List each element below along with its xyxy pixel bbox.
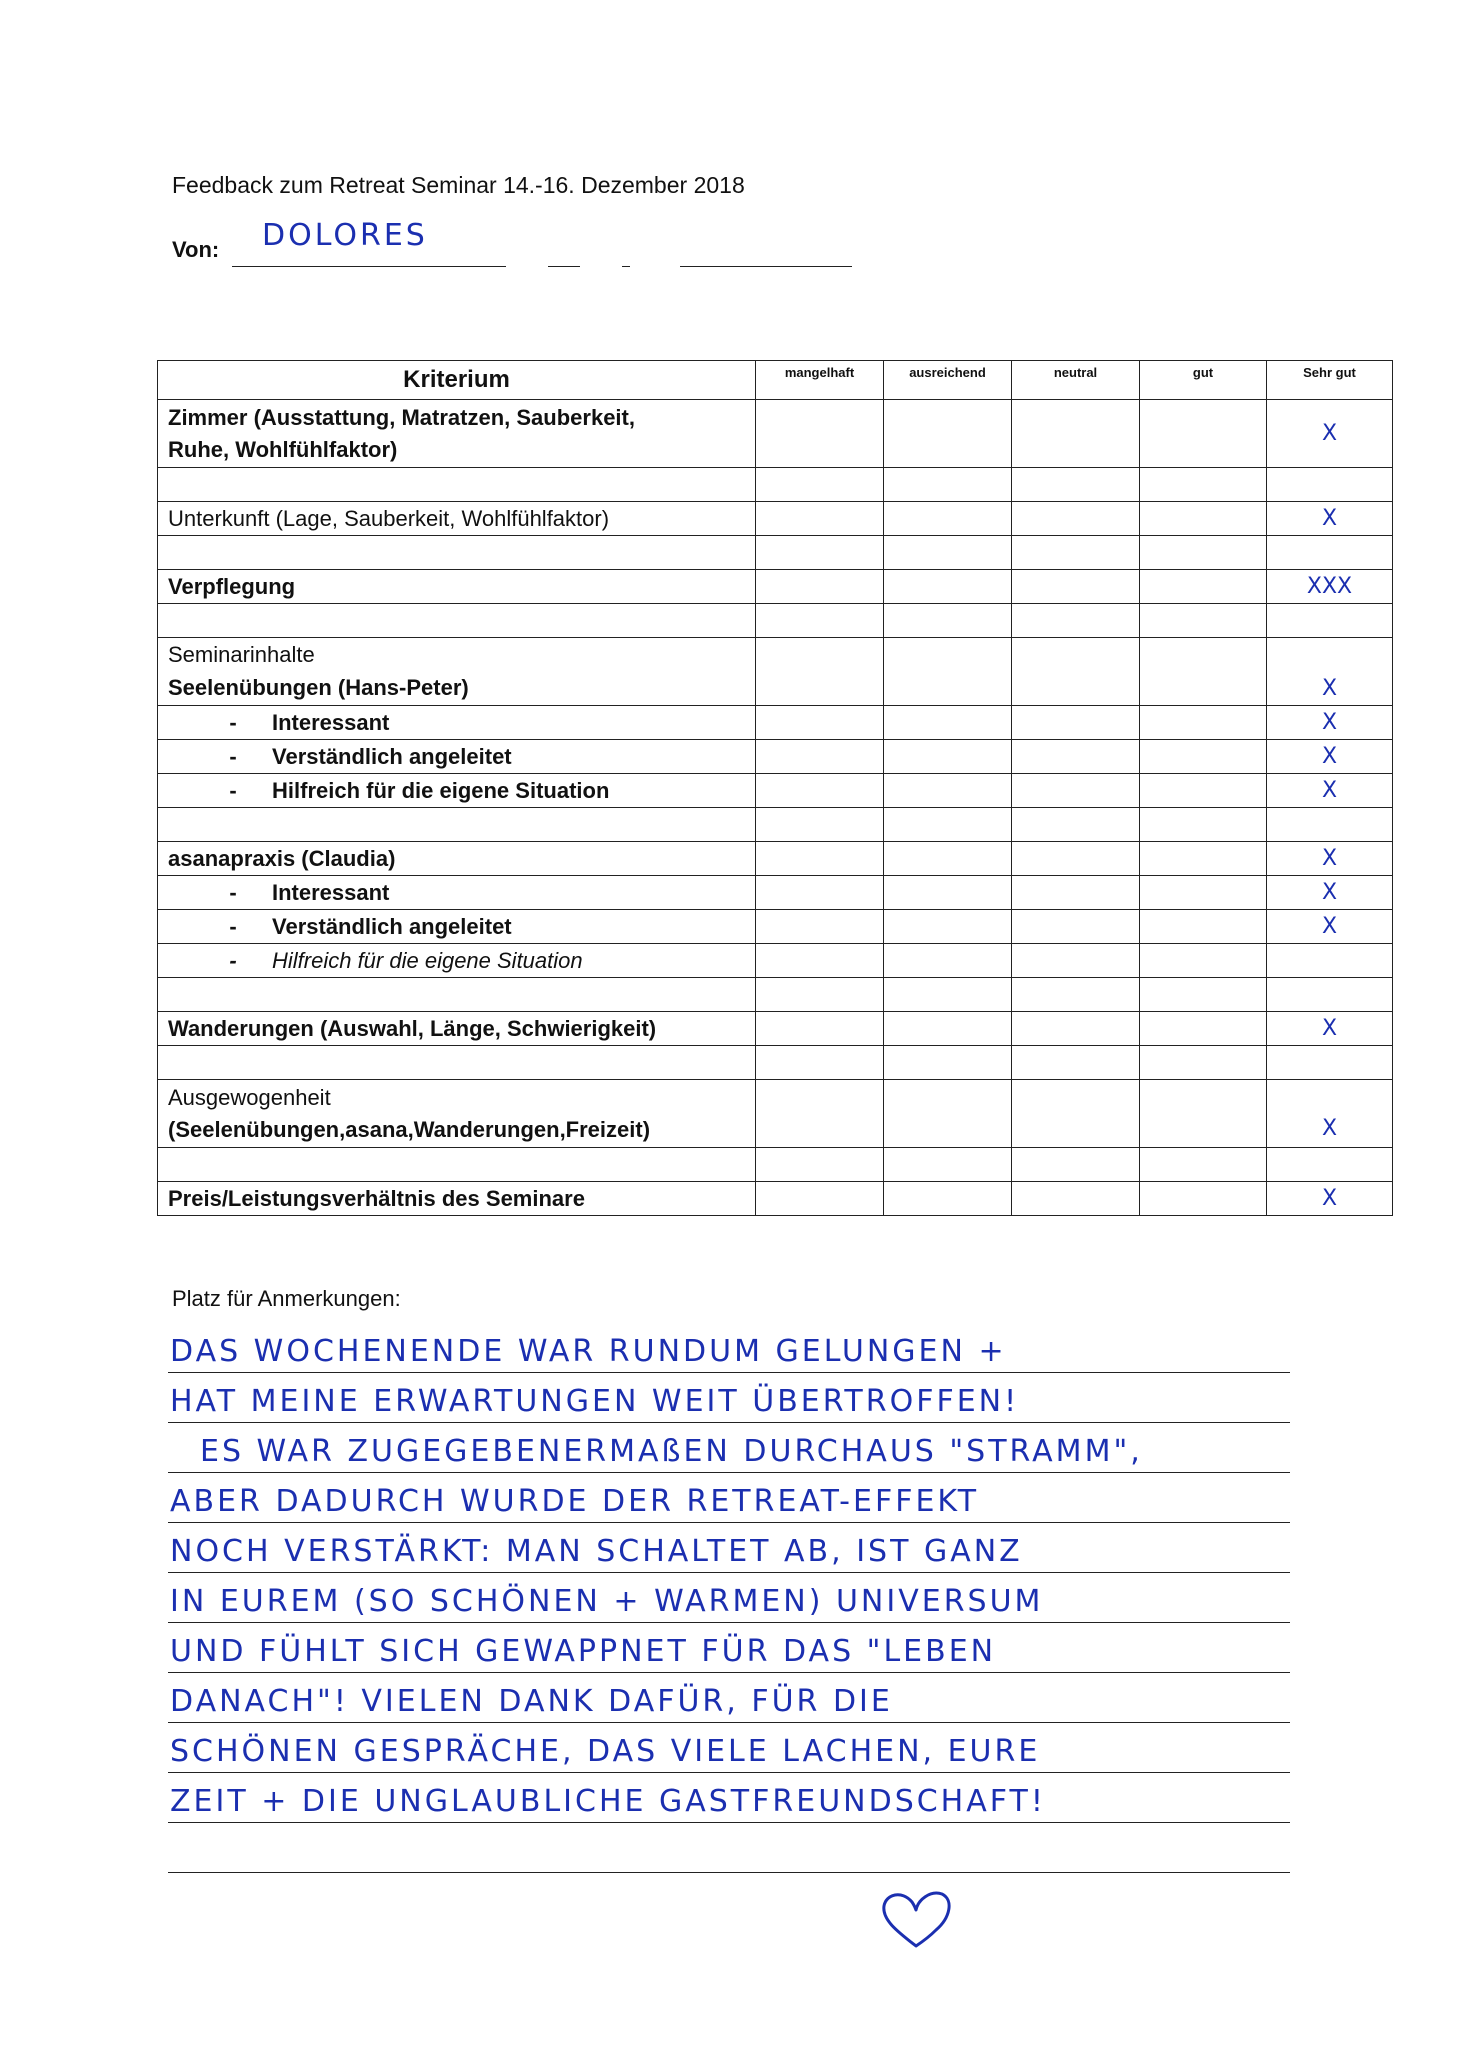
page-title: Feedback zum Retreat Seminar 14.-16. Dezember 2018 (172, 172, 745, 198)
remark-line: ZEIT + DIE UNGLAUBLICHE GASTFREUNDSCHAFT! (170, 1784, 1046, 1819)
remark-line: HAT MEINE ERWARTUNGEN WEIT ÜBERTROFFEN! (170, 1384, 1020, 1419)
rule-line (168, 1372, 1290, 1373)
row-unterkunft-label: Unterkunft (Lage, Sauberkeit, Wohlfühlfaktor) (158, 502, 756, 536)
row-asana-mark: X (1267, 842, 1393, 876)
row-ausgewogen-mark: X (1267, 1080, 1393, 1148)
row-zimmer-label: Zimmer (Ausstattung, Matratzen, Sauberkeit, Ruhe, Wohlfühlfaktor) (158, 400, 756, 468)
notes-label: Platz für Anmerkungen: (172, 1286, 401, 1311)
header-mangelhaft: mangelhaft (756, 361, 884, 400)
criteria-table (157, 360, 1393, 1216)
table-row (158, 570, 1393, 604)
table-row (158, 638, 1393, 672)
row-seelen-sub-mark: X (1267, 740, 1393, 774)
table-row (158, 944, 1393, 978)
rule-line (168, 1522, 1290, 1523)
von-name-handwritten: DOLORES (262, 218, 428, 253)
remark-line: UND FÜHLT SICH GEWAPPNET FÜR DAS "LEBEN (170, 1634, 997, 1669)
row-asana-sub-mark: X (1267, 910, 1393, 944)
table-row (158, 740, 1393, 774)
table-header-row (158, 361, 1393, 400)
rule-line (168, 1672, 1290, 1673)
row-wanderungen-label: Wanderungen (Auswahl, Länge, Schwierigkeit) (158, 1012, 756, 1046)
row-asana-sub-label: - Hilfreich für die eigene Situation (158, 944, 756, 978)
rule-line (168, 1772, 1290, 1773)
remark-line: IN EUREM (SO SCHÖNEN + WARMEN) UNIVERSUM (170, 1584, 1044, 1619)
row-verpflegung-label: Verpflegung (158, 570, 756, 604)
table-row (158, 774, 1393, 808)
row-seelen-sub-label: - Verständlich angeleitet (158, 740, 756, 774)
table-row (158, 706, 1393, 740)
row-seminarinhalte-label: Seminarinhalte (158, 638, 756, 672)
row-asana-sub-label: - Verständlich angeleitet (158, 910, 756, 944)
von-line-3 (622, 266, 630, 267)
heart-icon (878, 1888, 954, 1952)
remark-line: ABER DADURCH WURDE DER RETREAT-EFFEKT (170, 1484, 980, 1519)
row-preis-mark: X (1267, 1182, 1393, 1216)
row-wanderungen-mark: X (1267, 1012, 1393, 1046)
row-preis-label: Preis/Leistungsverhältnis des Seminare (158, 1182, 756, 1216)
row-unterkunft-mark: X (1267, 502, 1393, 536)
table-row (158, 1182, 1393, 1216)
remark-line: NOCH VERSTÄRKT: MAN SCHALTET AB, IST GANZ (170, 1534, 1023, 1569)
table-row (158, 876, 1393, 910)
von-line-2 (548, 266, 580, 267)
von-line-1 (232, 266, 506, 267)
row-verpflegung-mark: XXX (1267, 570, 1393, 604)
row-asana-sub-mark: X (1267, 876, 1393, 910)
row-seelen-label: Seelenübungen (Hans-Peter) (158, 672, 756, 706)
row-asana-label: asanapraxis (Claudia) (158, 842, 756, 876)
rule-line (168, 1872, 1290, 1873)
table-row (158, 842, 1393, 876)
rule-line (168, 1472, 1290, 1473)
remark-line: ES WAR ZUGEGEBENERMAßEN DURCHAUS "STRAMM", (200, 1434, 1143, 1469)
rule-line (168, 1622, 1290, 1623)
von-label: Von: (172, 237, 220, 262)
rule-line (168, 1822, 1290, 1823)
header-sehr-gut: Sehr gut (1267, 361, 1393, 400)
rule-line (168, 1572, 1290, 1573)
row-asana-sub-label: - Interessant (158, 876, 756, 910)
row-ausgewogen-label: Ausgewogenheit (Seelenübungen,asana,Wanderungen,Freizeit) (158, 1080, 756, 1148)
table-row (158, 1080, 1393, 1148)
header-ausreichend: ausreichend (884, 361, 1012, 400)
remark-line: DAS WOCHENENDE WAR RUNDUM GELUNGEN + (170, 1334, 1007, 1369)
row-asana-sub-mark (1267, 944, 1393, 978)
table-row (158, 910, 1393, 944)
remark-line: DANACH"! VIELEN DANK DAFÜR, FÜR DIE (170, 1684, 893, 1719)
table-row (158, 1012, 1393, 1046)
row-seelen-sub-mark: X (1267, 706, 1393, 740)
table-row (158, 400, 1393, 468)
header-gut: gut (1140, 361, 1267, 400)
header-neutral: neutral (1012, 361, 1140, 400)
row-zimmer-mark: X (1267, 400, 1393, 468)
table-row (158, 672, 1393, 706)
rule-line (168, 1722, 1290, 1723)
rule-line (168, 1422, 1290, 1423)
table-row (158, 502, 1393, 536)
row-seelen-sub-label: - Interessant (158, 706, 756, 740)
remark-line: SCHÖNEN GESPRÄCHE, DAS VIELE LACHEN, EURE (170, 1734, 1041, 1769)
row-seelen-sub-mark: X (1267, 774, 1393, 808)
row-seelen-mark: X (1267, 672, 1393, 706)
row-seelen-sub-label: - Hilfreich für die eigene Situation (158, 774, 756, 808)
header-kriterium: Kriterium (158, 361, 756, 400)
von-line-4 (680, 266, 852, 267)
